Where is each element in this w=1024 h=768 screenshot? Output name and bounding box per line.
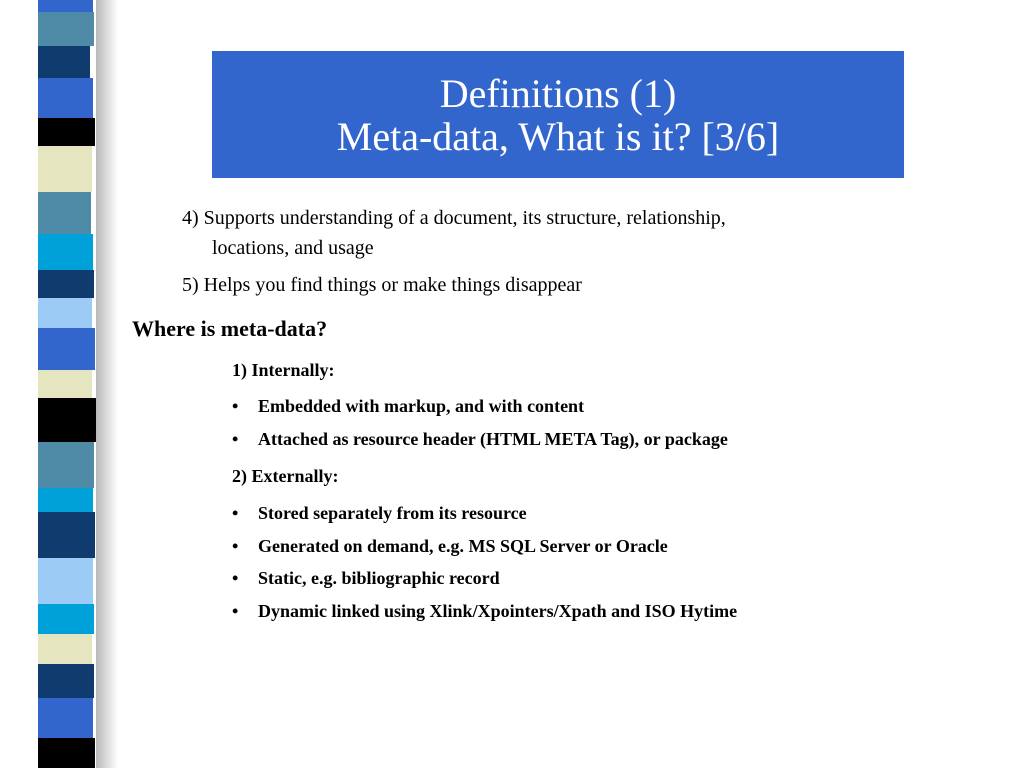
externally-bullet: Dynamic linked using Xlink/Xpointers/Xpath and ISO Hytime bbox=[258, 601, 738, 621]
strip-block bbox=[38, 192, 91, 235]
title-line-1: Definitions (1) bbox=[439, 70, 677, 116]
strip-block bbox=[38, 298, 92, 329]
point-5: 5) Helps you find things or make things disappear bbox=[182, 274, 582, 296]
strip-block bbox=[38, 558, 93, 605]
strip-block bbox=[38, 664, 94, 699]
externally-label: 2) Externally: bbox=[232, 466, 339, 486]
strip-block bbox=[38, 398, 96, 443]
strip-block bbox=[38, 118, 95, 147]
strip-block bbox=[38, 488, 93, 513]
externally-bullet: Static, e.g. bibliographic record bbox=[258, 568, 500, 588]
bullet-icon: • bbox=[232, 568, 239, 588]
strip-block bbox=[38, 12, 94, 47]
internally-label: 1) Internally: bbox=[232, 360, 335, 380]
bullet-icon: • bbox=[232, 396, 239, 416]
strip-block bbox=[38, 512, 95, 559]
strip-block bbox=[38, 604, 94, 635]
bullet-icon: • bbox=[232, 601, 239, 621]
strip-blocks bbox=[38, 0, 96, 768]
strip-block bbox=[38, 634, 92, 665]
internally-bullet: Attached as resource header (HTML META Tag), or package bbox=[258, 429, 728, 449]
strip-block bbox=[38, 270, 94, 299]
strip-block bbox=[38, 442, 94, 489]
strip-block bbox=[38, 146, 92, 193]
point-4-continued: locations, and usage bbox=[212, 237, 374, 259]
bullet-icon: • bbox=[232, 429, 239, 449]
point-4: 4) Supports understanding of a document, its structure, relationship, bbox=[182, 207, 726, 229]
bullet-icon: • bbox=[232, 536, 239, 556]
decorative-strip bbox=[0, 0, 118, 768]
bullet-icon: • bbox=[232, 503, 239, 523]
strip-block bbox=[38, 370, 92, 399]
strip-block bbox=[38, 46, 90, 79]
strip-block bbox=[38, 698, 93, 739]
externally-bullet: Generated on demand, e.g. MS SQL Server or Oracle bbox=[258, 536, 668, 556]
strip-block bbox=[38, 738, 95, 768]
title-line-2: Meta-data, What is it? [3/6] bbox=[336, 113, 780, 159]
internally-bullet: Embedded with markup, and with content bbox=[258, 396, 585, 416]
strip-shadow bbox=[96, 0, 118, 768]
strip-block bbox=[38, 78, 93, 119]
strip-block bbox=[38, 234, 93, 271]
strip-block bbox=[38, 328, 95, 371]
externally-bullet: Stored separately from its resource bbox=[258, 503, 527, 523]
where-heading: Where is meta-data? bbox=[132, 316, 328, 341]
slide-title bbox=[212, 51, 904, 178]
